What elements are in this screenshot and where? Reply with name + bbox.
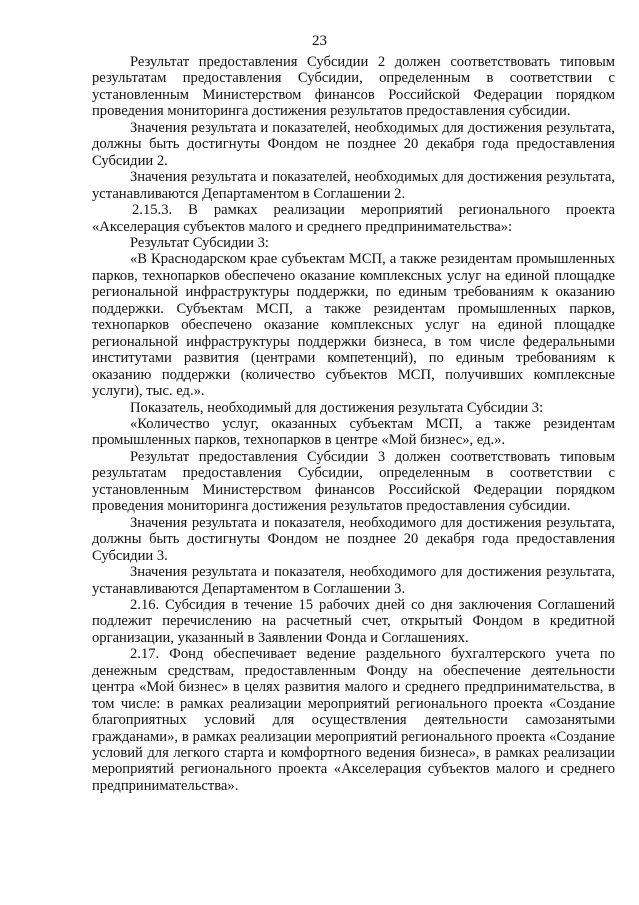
page-number: 23	[312, 33, 327, 49]
paragraph-subsidy3-indicator-text: «Количество услуг, оказанных субъектам МСП, а также резидентам промышленных парков, технопарков в центре «Мой бизнес», ед.».	[92, 415, 615, 449]
paragraph-subsidy3-typical-result: Результат предоставления Субсидии 3 должен соответствовать типовым результатам предоставления Субсидии, определенным в соответствии с установленным Министерством финансов Российской Федерации порядком проведения мониторинга достижения результатов предоставления субсидии.	[92, 448, 615, 515]
paragraph-2-15-3: 2.15.3. В рамках реализации мероприятий регионального проекта «Акселерация субъектов малого и среднего предпринимательства»:	[92, 202, 615, 235]
paragraph-subsidy3-result-text: «В Краснодарском крае субъектам МСП, а также резидентам промышленных парков, технопарков обеспечено оказание комплексных услуг на единой площадке региональной инфраструктуры поддержки, по единым требованиям к оказанию поддержки. Субъектам МСП, а также резидентам промышленных парков, технопарков обеспечено оказание комплексных услуг на единой площадке региональной инфраструктуры поддержки бизнеса, в том числе федеральными институтами развития (центрами компетенций), по единым требованиям к оказанию поддержки (количество субъектов МСП, получивших комплексные услуги), тыс. ед.».	[92, 251, 615, 400]
paragraph-subsidy3-result-heading: Результат Субсидии 3:	[130, 234, 269, 251]
paragraph-subsidy3-indicator-heading: Показатель, необходимый для достижения результата Субсидии 3:	[130, 399, 544, 416]
paragraph-subsidy3-deadline: Значения результата и показателя, необходимого для достижения результата, должны быть достигнуты Фондом не позднее 20 декабря года предоставления Субсидии 3.	[92, 514, 615, 564]
document-body	[92, 54, 615, 794]
paragraph-subsidy3-agreement: Значения результата и показателя, необходимого для достижения результата, устанавливаются Департаментом в Соглашении 3.	[92, 564, 615, 597]
paragraph-subsidy2-agreement: Значения результата и показателей, необходимых для достижения результата, устанавливаются Департаментом в Соглашении 2.	[92, 169, 615, 202]
paragraph-2-16: 2.16. Субсидия в течение 15 рабочих дней со дня заключения Соглашений подлежит перечислению на расчетный счет, открытый Фондом в кредитной организации, указанный в Заявлении Фонда и Соглашениях.	[92, 596, 615, 646]
paragraph-subsidy2-deadline: Значения результата и показателей, необходимых для достижения результата, должны быть достигнуты Фондом не позднее 20 декабря года предоставления Субсидии 2.	[92, 119, 615, 169]
paragraph-2-17: 2.17. Фонд обеспечивает ведение раздельного бухгалтерского учета по денежным средствам, предоставленным Фонду на обеспечение деятельности центра «Мой бизнес» в целях развития малого и среднего предпринимательства, в том числе: в рамках реализации мероприятий регионального проекта «Создание благоприятных условий для осуществления деятельности самозанятыми гражданами», в рамках реализации мероприятий регионального проекта «Создание условий для легкого старта и комфортного ведения бизнеса», в рамках реализации мероприятий регионального проекта «Акселерация субъектов малого и среднего предпринимательства».	[92, 646, 615, 794]
paragraph-subsidy2-typical-result: Результат предоставления Субсидии 2 должен соответствовать типовым результатам предоставления Субсидии, определенным в соответствии с установленным Министерством финансов Российской Федерации порядком проведения мониторинга достижения результатов предоставления субсидии.	[92, 54, 615, 120]
